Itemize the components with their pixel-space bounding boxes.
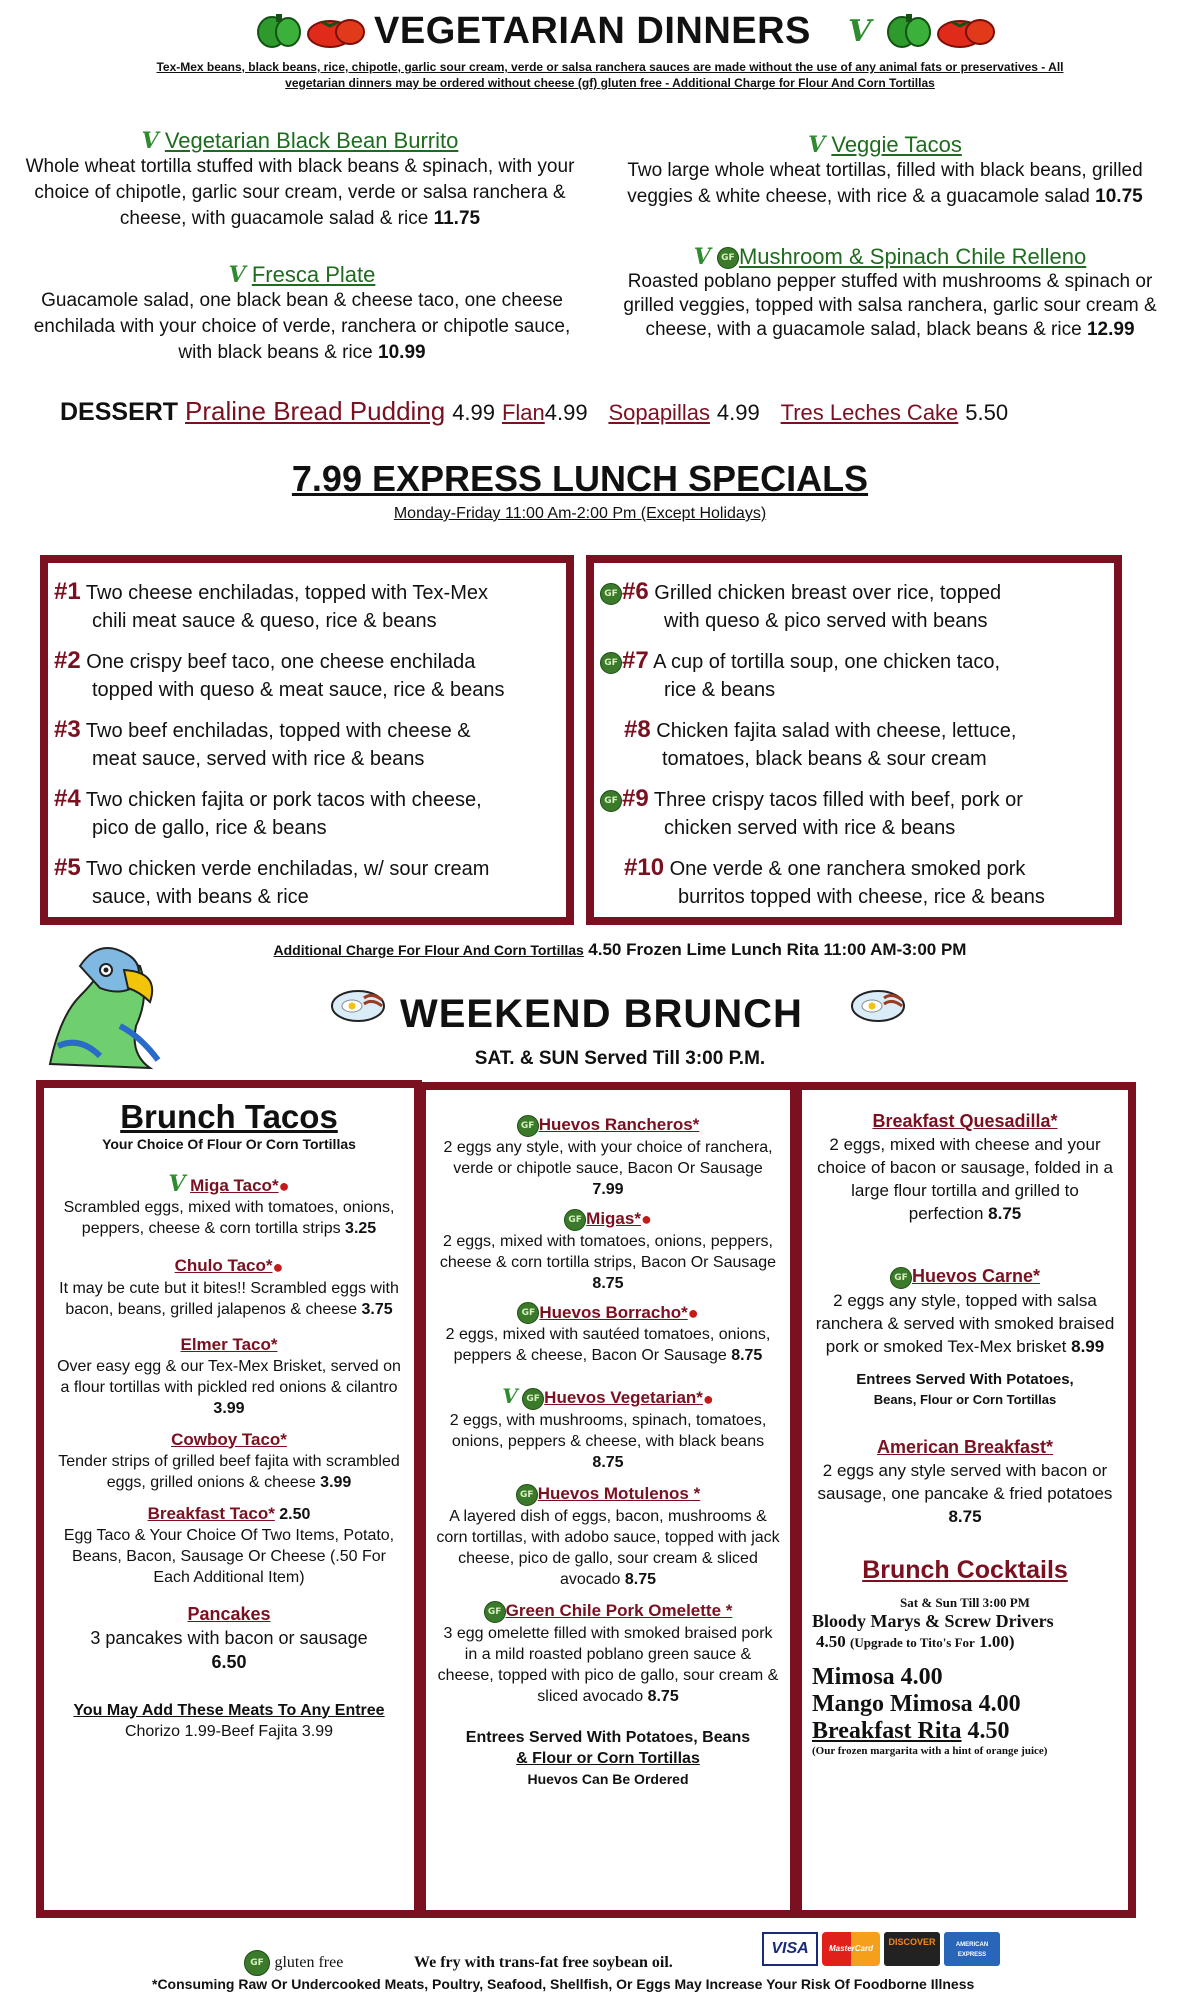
item-name: Huevos Rancheros* (538, 1115, 700, 1134)
breakfast-plate-icon (850, 984, 910, 1024)
dessert-price: 4.99 (452, 400, 496, 425)
mastercard-icon: MasterCard (822, 1932, 880, 1966)
item-price: 11.75 (433, 208, 481, 229)
special-line-2: rice & beans (664, 679, 776, 701)
item-desc: 2 eggs any style served with bacon or sausage, one pancake & fried potatoes (817, 1460, 1113, 1503)
fry-note: We fry with trans-fat free soybean oil. (414, 1954, 673, 1971)
item-price: 8.75 (592, 1274, 624, 1292)
gluten-free-icon: GF (600, 583, 622, 605)
brunch-subtitle: SAT. & SUN Served Till 3:00 P.M. (474, 1048, 766, 1069)
veg-dinner-item (20, 128, 580, 232)
veg-mark-icon: V (168, 1171, 186, 1197)
item-price: 8.75 (948, 1506, 982, 1526)
special-line-2: with queso & pico served with beans (664, 610, 988, 632)
dessert-line (60, 396, 1008, 427)
item-name: Green Chile Pork Omelette * (505, 1600, 733, 1620)
brunch-col-2-content (436, 1114, 780, 1790)
menu-item (436, 1483, 780, 1590)
item-price: 10.75 (1095, 186, 1143, 207)
item-name: Breakfast Quesadilla* (872, 1111, 1058, 1131)
special-line-2: chili meat sauce & queso, rice & beans (92, 610, 437, 632)
item-price: 2.50 (279, 1505, 311, 1523)
menu-item (56, 1429, 402, 1493)
chili-pepper-icon: ● (702, 1388, 714, 1409)
header-decoration-left (252, 10, 370, 50)
gluten-free-icon: GF (522, 1388, 544, 1410)
special-line-2: sauce, with beans & rice (92, 886, 309, 908)
special-line-1: Two chicken fajita or pork tacos with cheese, (85, 789, 482, 811)
cocktails-subtitle: Sat & Sun Till 3:00 PM (900, 1594, 1030, 1610)
item-desc: Roasted poblano pepper stuffed with mushrooms & spinach or grilled veggies, topped with salsa ranchera, garlic sour cream & cheese, with a guacamole salad, black beans & rice (623, 271, 1157, 340)
veg-mark-icon: V (141, 128, 159, 154)
item-desc: Scrambled eggs, mixed with tomatoes, onions, peppers, cheese & corn tortilla strips (63, 1199, 395, 1238)
discover-card-icon: DISCOVER (884, 1932, 940, 1966)
meats-note (56, 1700, 402, 1742)
lunch-special-item (54, 854, 489, 911)
chili-pepper-icon: ● (687, 1302, 699, 1323)
lunch-special-item (54, 716, 471, 773)
menu-item (436, 1600, 780, 1707)
special-line-2: meat sauce, served with rice & beans (92, 748, 425, 770)
item-desc: Two large whole wheat tortillas, filled with black beans, grilled veggies & white cheese, with rice & a guacamole salad (627, 160, 1143, 207)
special-number: #2 (54, 647, 81, 674)
cocktail-rita (812, 1718, 1118, 1745)
rita-note: (Our frozen margarita with a hint of orange juice) (812, 1744, 1048, 1757)
chili-pepper-icon: ● (272, 1256, 284, 1277)
parrot-icon (40, 936, 168, 1072)
lunch-title: 7.99 EXPRESS LUNCH SPECIALS (291, 458, 869, 499)
item-price: 3.25 (345, 1220, 377, 1238)
item-price: 3.99 (320, 1473, 352, 1491)
item-price: 3.75 (361, 1300, 393, 1318)
item-desc: Whole wheat tortilla stuffed with black beans & spinach, with your choice of chipotle, garlic sour cream, verde or salsa ranchera & cheese, with guacamole salad & rice (25, 156, 575, 229)
entrees-note (812, 1370, 1118, 1410)
special-number: #10 (624, 854, 665, 881)
lunch-footer (120, 940, 1120, 960)
lunch-subtitle: Monday-Friday 11:00 Am-2:00 Pm (Except Holidays) (393, 505, 767, 522)
item-price: 7.99 (592, 1180, 624, 1198)
dessert-name: Sopapillas (608, 400, 710, 425)
menu-item (436, 1386, 780, 1473)
special-number: #5 (54, 854, 81, 881)
item-price: 8.75 (624, 1570, 657, 1588)
menu-item (56, 1503, 402, 1588)
special-number: #4 (54, 785, 81, 812)
item-desc: It may be cute but it bites!! Scrambled eggs with bacon, beans, grilled jalapenos & cheese (59, 1279, 399, 1318)
item-name: Huevos Borracho* (539, 1302, 688, 1322)
item-price: 10.99 (378, 342, 426, 363)
col2-footer-1: Entrees Served With Potatoes, Beans (465, 1728, 751, 1746)
peppers-tomato-icon (882, 10, 1000, 50)
item-desc: Over easy egg & our Tex-Mex Brisket, served on a flour tortillas with pickled red onions & cilantro (57, 1357, 401, 1396)
special-line-1: A cup of tortilla soup, one chicken taco, (653, 651, 1001, 673)
gluten-free-icon: GF (244, 1950, 270, 1976)
peppers-tomato-icon (252, 10, 370, 50)
lunch-footer-note: Additional Charge For Flour And Corn Tortillas (273, 942, 584, 958)
lunch-special-item (600, 647, 1000, 704)
entrees-note-2: Beans, Flour or Corn Tortillas (873, 1391, 1057, 1407)
special-line-1: Three crispy tacos filled with beef, pork or (653, 789, 1023, 811)
lunch-special-item (600, 578, 1001, 635)
lunch-special-item (624, 854, 1045, 911)
menu-item (436, 1208, 780, 1294)
lunch-rita: 4.50 Frozen Lime Lunch Rita 11:00 AM-3:00 PM (588, 940, 967, 959)
item-name: Migas* (586, 1208, 641, 1228)
menu-item (56, 1255, 402, 1319)
item-desc: 2 eggs, with mushrooms, spinach, tomatoes, onions, peppers & cheese, with black beans (449, 1412, 767, 1451)
special-line-2: chicken served with rice & beans (664, 817, 956, 839)
item-name: Chulo Taco* (174, 1256, 273, 1276)
special-line-1: Two beef enchiladas, topped with cheese & (85, 720, 471, 742)
item-price: 8.75 (988, 1204, 1022, 1223)
menu-item (812, 1110, 1118, 1225)
special-line-1: Grilled chicken breast over rice, topped (654, 582, 1002, 604)
item-desc: 2 eggs any style, topped with salsa ranchera & served with smoked braised pork or smoked Tex-Mex brisket (815, 1290, 1115, 1356)
col2-footer-2: & Flour or Corn Tortillas (516, 1749, 700, 1767)
chili-pepper-icon: ● (640, 1209, 652, 1230)
dessert-name: Flan (501, 400, 545, 425)
item-price: 12.99 (1086, 319, 1135, 340)
gluten-free-icon: GF (517, 1115, 539, 1137)
rita-price: 4.50 (967, 1717, 1010, 1744)
veg-mark-icon: V (848, 14, 872, 49)
special-number: #8 (624, 716, 651, 743)
veg-mark-icon: V (502, 1384, 518, 1409)
lunch-special-item (54, 578, 488, 635)
item-desc: Egg Taco & Your Choice Of Two Items, Potato, Beans, Bacon, Sausage Or Cheese (.50 For Each Additional Item) (63, 1526, 395, 1586)
visa-card-icon: VISA (762, 1932, 818, 1966)
special-line-1: Chicken fajita salad with cheese, lettuce, (656, 720, 1017, 742)
dessert-name: Tres Leches Cake (780, 400, 959, 425)
cocktail-mimosa: Mimosa 4.00 (812, 1663, 943, 1690)
veg-mark-icon: V (808, 132, 826, 158)
item-name: Mushroom & Spinach Chile Relleno (738, 244, 1087, 269)
special-line-1: One verde & one ranchera smoked pork (669, 858, 1026, 880)
cocktails-title: Brunch Cocktails (862, 1555, 1068, 1584)
cocktail-bloody-price (812, 1632, 1118, 1652)
veg-dinner-item (615, 244, 1165, 342)
menu-item (56, 1602, 402, 1674)
gluten-free-icon: GF (717, 247, 739, 269)
gluten-free-icon: GF (484, 1601, 506, 1623)
item-desc: 3 pancakes with bacon or sausage (90, 1627, 368, 1648)
item-price: 6.50 (211, 1651, 247, 1672)
special-number: #9 (622, 785, 649, 812)
lunch-special-item (54, 785, 482, 842)
special-line-2: pico de gallo, rice & beans (92, 817, 327, 839)
item-price: 8.75 (731, 1347, 763, 1365)
col2-footer (436, 1727, 780, 1790)
item-name: Breakfast Taco* (147, 1503, 275, 1523)
brunch-col-1-content (56, 1098, 402, 1742)
item-name: Veggie Tacos (831, 132, 962, 157)
breakfast-plate-icon (330, 984, 390, 1024)
menu-item (56, 1171, 402, 1239)
item-desc: 2 eggs, mixed with cheese and your choice of bacon or sausage, folded in a large flour tortilla and grilled to perfection (817, 1135, 1113, 1223)
item-price: 8.75 (647, 1687, 679, 1705)
page-title: VEGETARIAN DINNERS (374, 10, 811, 52)
dessert-price: 4.99 (544, 400, 588, 425)
item-name: Pancakes (187, 1603, 271, 1624)
brunch-tacos-heading: Brunch Tacos (120, 1098, 338, 1135)
header-note-2: vegetarian dinners may be ordered without cheese (gf) gluten free - Additional Charge for Flour And Corn Tortillas (285, 76, 935, 90)
dessert-name: Praline Bread Pudding (185, 396, 446, 426)
item-name: Miga Taco* (190, 1176, 279, 1195)
special-line-2: tomatoes, black beans & sour cream (662, 748, 987, 770)
item-desc: Guacamole salad, one black bean & cheese taco, one cheese enchilada with your choice of verde, ranchera or chipotle sauce, with black beans & rice (33, 290, 571, 363)
gluten-free-icon: GF (517, 1302, 539, 1324)
cocktail-bloody: Bloody Marys & Screw Drivers (812, 1610, 1054, 1631)
special-line-1: One crispy beef taco, one cheese enchilada (86, 651, 476, 673)
item-name: Huevos Vegetarian* (544, 1388, 703, 1408)
cocktail-mango: Mango Mimosa 4.00 (812, 1690, 1021, 1717)
item-name: Huevos Motulenos * (537, 1484, 701, 1504)
item-desc: 2 eggs, mixed with tomatoes, onions, peppers, cheese & corn tortilla strips, Bacon Or Sausage (439, 1232, 777, 1271)
menu-item (56, 1334, 402, 1419)
special-number: #3 (54, 716, 81, 743)
item-name: Cowboy Taco* (171, 1429, 287, 1449)
dessert-label: DESSERT (60, 398, 179, 426)
gluten-free-icon: GF (600, 652, 622, 674)
menu-item (436, 1302, 780, 1367)
veg-mark-icon: V (693, 244, 711, 270)
item-price: 8.99 (1071, 1336, 1105, 1356)
veg-mark-icon: V (228, 262, 246, 288)
menu-item (436, 1114, 780, 1200)
brunch-title: WEEKEND BRUNCH (400, 992, 803, 1036)
lunch-special-item (624, 716, 1016, 773)
meats-prices: Chorizo 1.99-Beef Fajita 3.99 (124, 1722, 334, 1740)
item-desc: A layered dish of eggs, bacon, mushrooms & corn tortillas, with adobo sauce, topped with jack cheese, pico de gallo, sour cream & sliced avocado (436, 1507, 780, 1588)
item-name: Fresca Plate (251, 262, 376, 287)
header-note-1: Tex-Mex beans, black beans, rice, chipotle, garlic sour cream, verde or salsa ranchera sauces are made without the use of any animal fats or preservatives - All (156, 60, 1064, 74)
item-name: Elmer Taco* (180, 1334, 278, 1354)
item-name: Vegetarian Black Bean Burrito (164, 128, 459, 153)
rita-name: Breakfast Rita (812, 1717, 962, 1744)
brunch-col-3-content (812, 1110, 1118, 1757)
item-desc: 2 eggs any style, with your choice of ranchera, verde or chipotle sauce, Bacon Or Sausage (443, 1138, 773, 1177)
col2-footer-3: Huevos Can Be Ordered (527, 1770, 689, 1787)
meats-title: You May Add These Meats To Any Entree (73, 1701, 385, 1719)
item-name: American Breakfast* (876, 1436, 1054, 1457)
bloody-upgrade: (Upgrade to Tito's For (850, 1634, 975, 1650)
entrees-note-1: Entrees Served With Potatoes, (856, 1370, 1074, 1388)
bloody-price: 4.50 (816, 1631, 846, 1651)
dessert-price: 4.99 (716, 400, 760, 425)
special-line-2: topped with queso & meat sauce, rice & beans (92, 679, 505, 701)
dessert-price: 5.50 (965, 400, 1009, 425)
amex-card-icon: AMERICAN EXPRESS (944, 1932, 1000, 1966)
item-desc: 3 egg omelette filled with smoked braised pork in a mild roasted poblano green sauce & cheese, topped with pico de gallo, sour cream & sliced avocado (437, 1624, 779, 1705)
chili-pepper-icon: ● (278, 1176, 290, 1197)
veg-dinner-item (625, 132, 1145, 210)
special-number: #7 (622, 647, 649, 674)
veg-dinner-item (16, 262, 588, 366)
gf-legend (244, 1950, 343, 1976)
menu-item (812, 1265, 1118, 1358)
lunch-special-item (54, 647, 504, 704)
item-name: Huevos Carne* (911, 1266, 1041, 1286)
menu-item (812, 1436, 1118, 1528)
item-price: 8.75 (592, 1454, 624, 1472)
gluten-free-icon: GF (890, 1267, 912, 1289)
gluten-free-icon: GF (516, 1484, 538, 1506)
item-price: 3.99 (213, 1399, 245, 1417)
item-desc: 2 eggs, mixed with sautéed tomatoes, onions, peppers & cheese, Bacon Or Sausage (445, 1326, 771, 1365)
brunch-tacos-subheading: Your Choice Of Flour Or Corn Tortillas (102, 1136, 356, 1152)
item-desc: Tender strips of grilled beef fajita with scrambled eggs, grilled onions & cheese (58, 1452, 400, 1491)
gluten-free-icon: GF (564, 1209, 586, 1231)
credit-cards (762, 1930, 1002, 1970)
special-line-1: Two cheese enchiladas, topped with Tex-Mex (85, 582, 488, 604)
food-warning: *Consuming Raw Or Undercooked Meats, Poultry, Seafood, Shellfish, Or Eggs May Increase Your Risk Of Foodborne Illness (152, 1976, 975, 1992)
special-number: #6 (622, 578, 649, 605)
special-line-1: Two chicken verde enchiladas, w/ sour cream (85, 858, 490, 880)
gluten-free-icon: GF (600, 790, 622, 812)
bloody-upgrade-price: 1.00) (979, 1631, 1015, 1651)
gf-label: gluten free (274, 1954, 344, 1972)
special-line-2: burritos topped with cheese, rice & beans (678, 886, 1045, 908)
header-decoration-right (882, 10, 1000, 50)
special-number: #1 (54, 578, 81, 605)
lunch-special-item (600, 785, 1023, 842)
